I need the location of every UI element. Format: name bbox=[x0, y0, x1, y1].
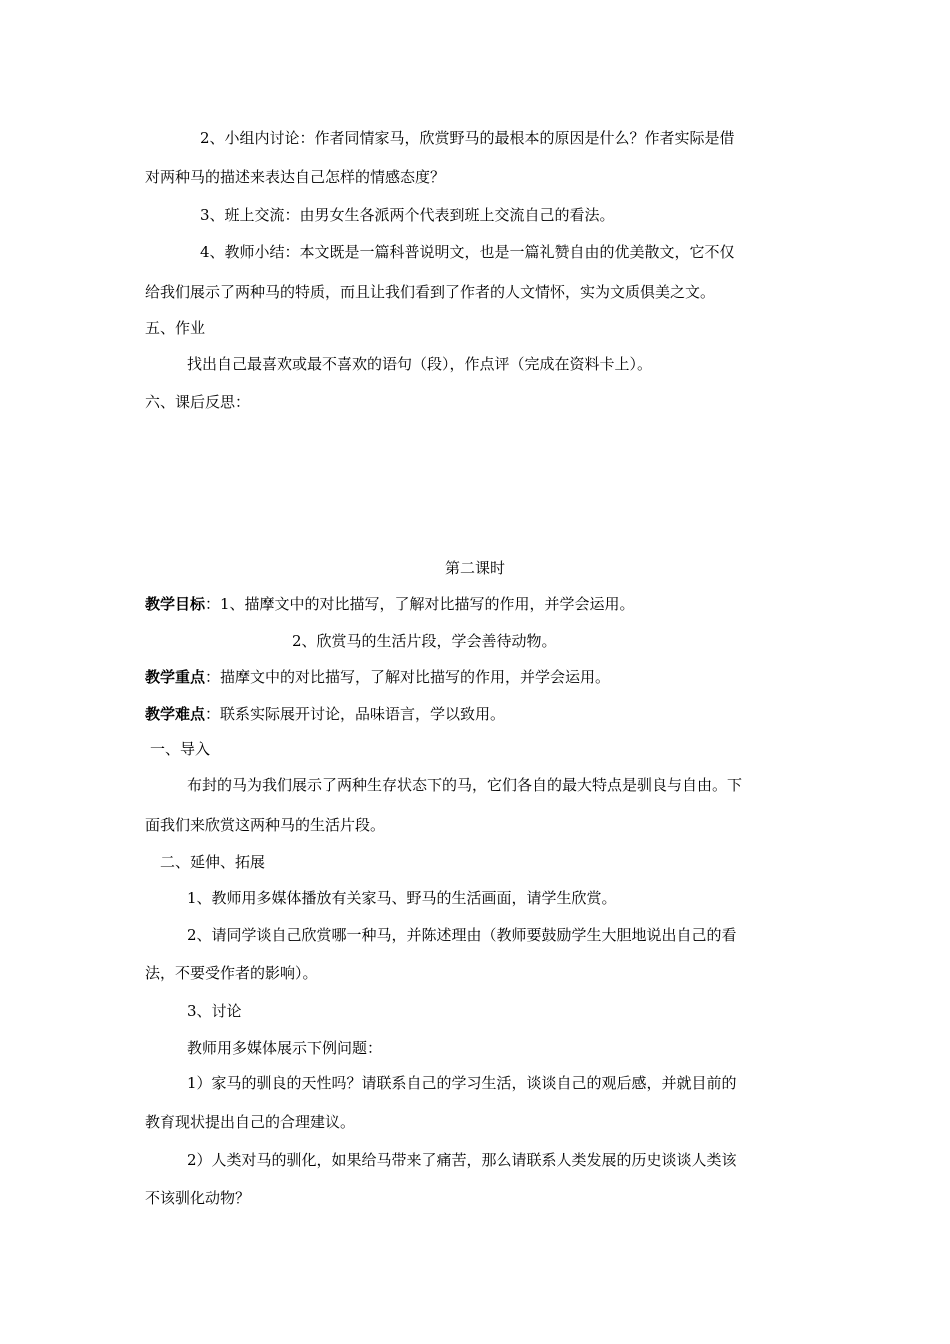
teaching-goals-label: 教学目标 bbox=[145, 595, 206, 613]
teaching-focus bbox=[145, 667, 610, 687]
section-2-item-2-line-2: 法，不要受作者的影响）。 bbox=[145, 964, 318, 982]
section-1-line-2: 面我们来欣赏这两种马的生活片段。 bbox=[145, 816, 386, 834]
section-5-heading: 五、作业 bbox=[145, 319, 206, 337]
section-2-item-3-intro: 教师用多媒体展示下例问题： bbox=[187, 1039, 383, 1057]
section-6-heading: 六、课后反思： bbox=[145, 393, 251, 411]
question-2-line-2: 不该驯化动物？ bbox=[145, 1189, 251, 1207]
teaching-difficulty-label: 教学难点 bbox=[145, 705, 206, 723]
paragraph-2-line-2: 对两种马的描述来表达自己怎样的情感态度？ bbox=[145, 168, 446, 186]
question-1-line-2: 教育现状提出自己的合理建议。 bbox=[145, 1113, 356, 1131]
teaching-goals-line-1: ：1、描摩文中的对比描写，了解对比描写的作用，并学会运用。 bbox=[205, 595, 635, 613]
paragraph-2-line-1: 2、小组内讨论：作者同情家马，欣赏野马的最根本的原因是什么？作者实际是借 bbox=[200, 129, 735, 147]
teaching-focus-label: 教学重点 bbox=[145, 668, 206, 686]
section-2-item-2-line-1: 2、请同学谈自己欣赏哪一种马，并陈述理由（教师要鼓励学生大胆地说出自己的看 bbox=[187, 926, 737, 944]
section-2-item-3: 3、讨论 bbox=[187, 1002, 242, 1020]
teaching-goals-line-2: 2、欣赏马的生活片段，学会善待动物。 bbox=[292, 632, 557, 650]
section-1-line-1: 布封的马为我们展示了两种生存状态下的马，它们各自的最大特点是驯良与自由。下 bbox=[187, 776, 743, 794]
paragraph-3: 3、班上交流：由男女生各派两个代表到班上交流自己的看法。 bbox=[200, 206, 615, 224]
paragraph-4-line-2: 给我们展示了两种马的特质，而且让我们看到了作者的人文情怀，实为文质俱美之文。 bbox=[145, 283, 716, 301]
teaching-difficulty bbox=[145, 704, 505, 724]
teaching-focus-text: ：描摩文中的对比描写，了解对比描写的作用，并学会运用。 bbox=[205, 668, 611, 686]
question-2-line-1: 2）人类对马的驯化，如果给马带来了痛苦，那么请联系人类发展的历史谈谈人类该 bbox=[187, 1151, 737, 1169]
section-2-item-1: 1、教师用多媒体播放有关家马、野马的生活画面，请学生欣赏。 bbox=[187, 889, 617, 907]
paragraph-4-line-1: 4、教师小结：本文既是一篇科普说明文，也是一篇礼赞自由的优美散文，它不仅 bbox=[200, 243, 735, 261]
teaching-goals bbox=[145, 594, 635, 614]
section-1-heading: 一、导入 bbox=[150, 740, 211, 758]
lesson-title: 第二课时 bbox=[444, 559, 505, 577]
question-1-line-1: 1）家马的驯良的天性吗？请联系自己的学习生活，谈谈自己的观后感，并就目前的 bbox=[187, 1074, 737, 1092]
teaching-difficulty-text: ：联系实际展开讨论，品味语言，学以致用。 bbox=[205, 705, 506, 723]
section-5-text: 找出自己最喜欢或最不喜欢的语句（段），作点评（完成在资料卡上）。 bbox=[187, 355, 653, 373]
section-2-heading: 二、延伸、拓展 bbox=[160, 853, 266, 871]
